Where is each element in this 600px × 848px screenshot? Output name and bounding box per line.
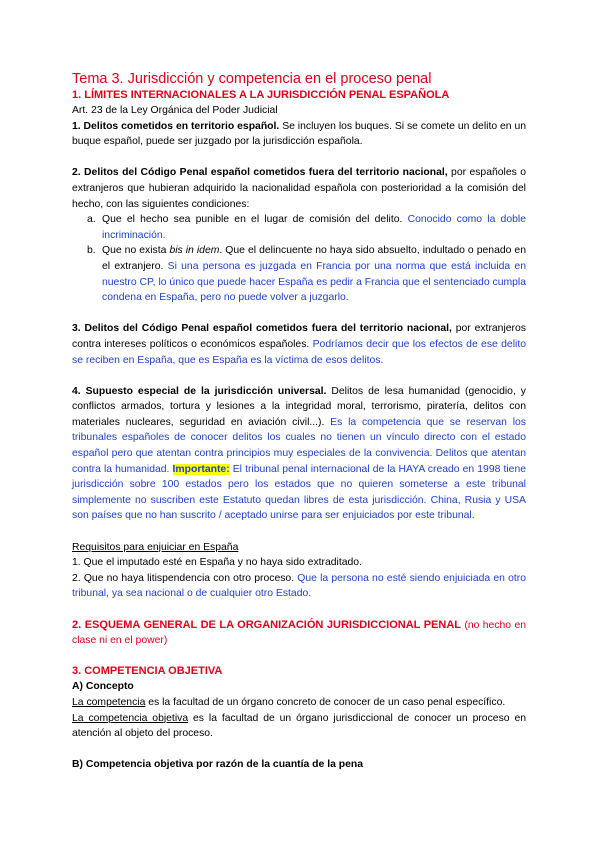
law-reference: Art. 23 de la Ley Orgánica del Poder Judicial <box>72 105 278 116</box>
point4-lead: 4. Supuesto especial de la jurisdicción universal. <box>72 385 327 397</box>
definition-text: es la facultad de un órgano jurisdiccional de conocer un proceso en atención al objeto del proceso. <box>72 712 527 740</box>
requirements-title: Requisitos para enjuiciar en España <box>72 541 239 553</box>
condition-text-before: Que no exista <box>102 245 170 257</box>
subsection-a-heading: A) Concepto <box>72 681 134 693</box>
definition-term: La competencia objetiva <box>72 712 189 724</box>
requirement-2-text: 2. Que no haya litispendencia con otro proceso. <box>72 572 295 584</box>
definition-term: La competencia <box>72 696 146 708</box>
definition-text: es la facultad de un órgano concreto de conocer de un caso penal específico. <box>145 696 506 708</box>
section2-note: (no hecho en clase ni en el power) <box>72 619 527 647</box>
section3-heading: 3. COMPETENCIA OBJETIVA <box>72 665 223 678</box>
point4-text: Delitos de lesa humanidad (genocidio, y conflictos armados, tortura y lesiones a la integridad moral, terrorismo, piratería, delitos con materiales nucleares, seguridad en aviación civil...). <box>72 385 526 428</box>
point2-paragraph <box>72 165 526 212</box>
section2-heading: 2. ESQUEMA GENERAL DE LA ORGANIZACIÓN JURISDICCIONAL PENAL <box>72 618 462 631</box>
conditions-list <box>72 212 526 306</box>
document-page <box>72 70 526 773</box>
subsection-b-heading: B) Competencia objetiva por razón de la cuantía de la pena <box>72 759 364 771</box>
definition-competencia-objetiva <box>72 711 526 742</box>
point3-text: por extranjeros contra intereses políticos o económicos españoles. <box>72 323 526 350</box>
point1-text: Se incluyen los buques. Si se comete un delito en un buque español, puede ser juzgado por la jurisdicción española. <box>72 120 527 148</box>
point4-note: Es la competencia que se reservan los tribunales españoles de conocer delitos los cuales no tienen un vínculo directo con el estado español pero que atentan contra principios muy especiales de la convivencia. Delitos que atentan contra la humanidad. <box>72 416 526 475</box>
point3-lead: 3. Delitos del Código Penal español cometidos fuera del territorio nacional, <box>72 323 452 335</box>
condition-marker: b. <box>87 245 96 257</box>
point2-lead: 2. Delitos del Código Penal español cometidos fuera del territorio nacional, <box>72 167 448 179</box>
condition-item-b <box>87 243 526 305</box>
condition-note: Conocido como la doble incriminación. <box>102 214 526 241</box>
important-highlight: Importante: <box>172 463 230 475</box>
condition-text-after: . Que el delincuente no haya sido absuelto, indultado o penado en el extranjero. <box>102 245 526 272</box>
condition-note: Si una persona es juzgada en Francia por una norma que está incluida en nuestro CP, lo único que puede hacer España es pedir a Francia que el sentenciado cumpla condena en España, pero no puede volver a juzgarlo. <box>102 260 526 304</box>
point1-paragraph <box>72 119 526 150</box>
point3-note: Podríamos decir que los efectos de ese delito se reciben en España, que es España es la víctima de esos delitos. <box>72 338 526 366</box>
section2-paragraph <box>72 618 526 649</box>
point4-paragraph <box>72 384 526 524</box>
point3-paragraph <box>72 321 526 368</box>
point4-note2: El tribunal penal internacional de la HAYA creado en 1998 tiene jurisdicción sobre 100 estados pero los estados que no quieren someterse a este tribunal simplemente no suscriben este Estatuto quedan libres de esta jurisdicción. China, Rusia y USA son países que no han suscrito / aceptado unirse para ser enjuiciados por este tribunal. <box>72 463 526 522</box>
condition-item-a <box>87 212 526 243</box>
document-title: Tema 3. Jurisdicción y competencia en el proceso penal <box>72 71 432 87</box>
condition-italic: bis in idem <box>169 245 220 257</box>
definition-competencia <box>72 695 526 711</box>
condition-marker: a. <box>87 214 96 226</box>
point1-lead: 1. Delitos cometidos en territorio español. <box>72 120 280 132</box>
condition-text: Que el hecho sea punible en el lugar de comisión del delito. <box>102 214 403 226</box>
point2-text: por españoles o extranjeros que hubieran adquirido la nacionalidad española con posterioridad a la comisión del hecho, con las siguientes condiciones: <box>72 167 526 210</box>
requirement-2 <box>72 571 526 602</box>
section1-heading: 1. LÍMITES INTERNACIONALES A LA JURISDICCIÓN PENAL ESPAÑOLA <box>72 89 450 101</box>
requirement-1: 1. Que el imputado esté en España y no haya sido extraditado. <box>72 557 362 569</box>
requirement-2-note: Que la persona no esté siendo enjuiciada en otro tribunal, ya sea nacional o de cualquier otro Estado. <box>72 572 526 600</box>
